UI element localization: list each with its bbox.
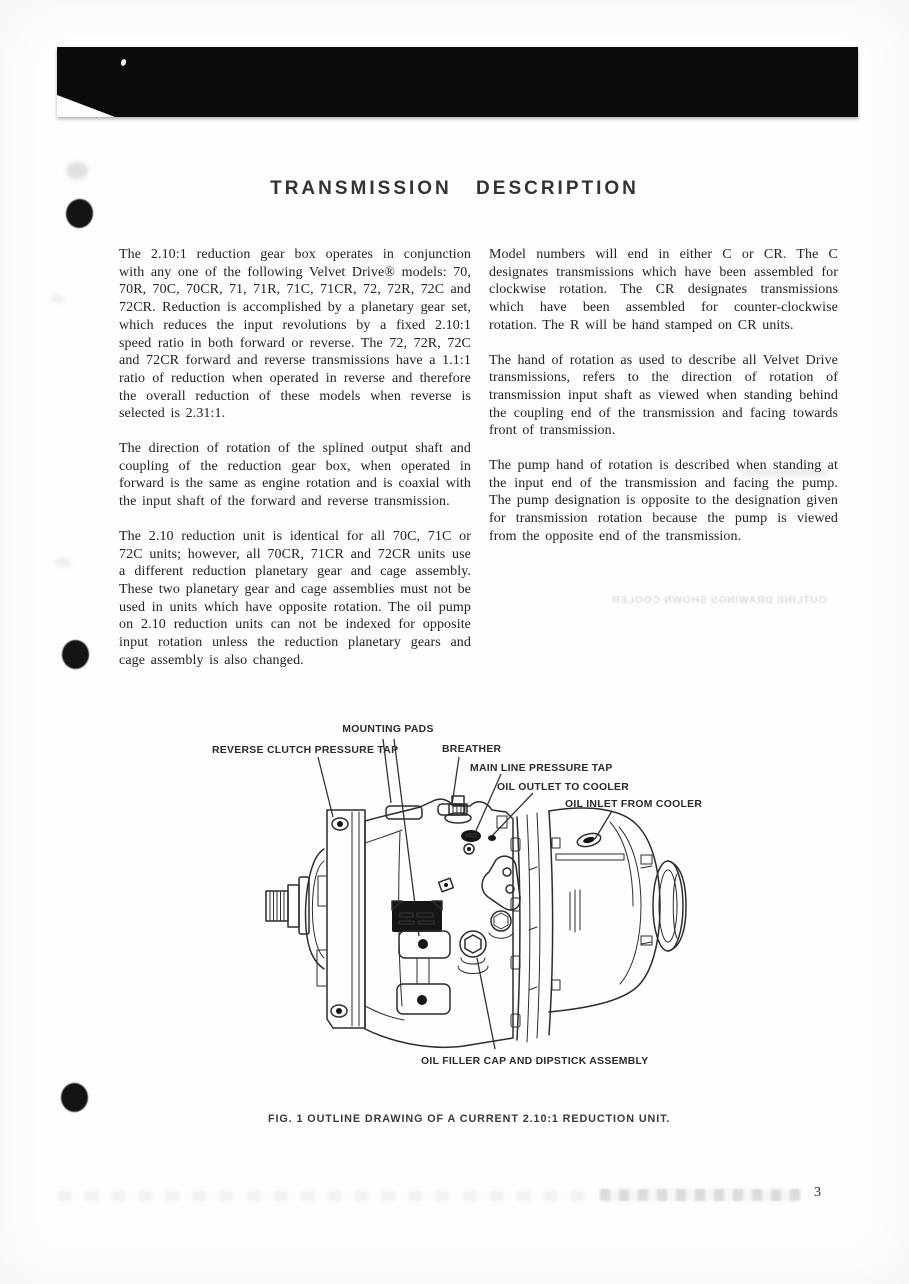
paragraph-reduction-gearbox: The 2.10:1 reduction gear box operates in conjunction with any one of the following Velvet Drive® models: 70, 70R, 70C, 70CR, 71, 71R, 71C, 71CR, 72, 72R, 72C and 72CR. Reduction is accomplished by a planetary gear set, which reduces the input revolutions by a fixed 2.10:1 speed ratio in both forward or reverse. The 72, 72R, 72C and 72CR forward and reverse transmissions have a 1.1:1 ratio of reduction when operated in reverse and therefore the overall reduction of these models when reverse is selected is 2.31:1.	[119, 247, 471, 422]
bleedthrough-text: OUTLINE DRAWINGS SHOWN COOLER	[611, 594, 827, 606]
hole-punch-mark-top	[64, 197, 95, 229]
mounting-pad-upper	[399, 931, 450, 958]
oil-filler-cap	[458, 931, 488, 974]
hole-punch-mark-middle	[62, 640, 89, 669]
scan-smudge	[66, 162, 88, 179]
figure-labels	[212, 724, 702, 1067]
shift-bracket	[439, 856, 520, 938]
page-title: TRANSMISSION DESCRIPTION	[270, 178, 639, 199]
paragraph-hand-of-rotation: The hand of rotation as used to describe all Velvet Drive transmissions, refers to the direction of rotation of transmission input shaft as viewed when standing behind the coupling end of the transmission and facing towards front of transmission.	[489, 352, 838, 439]
scan-header-bar	[57, 47, 858, 117]
main-case-housing	[549, 808, 660, 1012]
scan-bar-wedge	[57, 95, 115, 117]
oil-inlet-port	[576, 831, 602, 849]
output-coupling	[641, 855, 686, 951]
splined-output-shaft	[266, 877, 309, 934]
nameplate	[392, 901, 442, 932]
scan-smudge	[55, 558, 71, 567]
label-oil-filler-cap: OIL FILLER CAP AND DIPSTICK ASSEMBLY	[421, 1056, 649, 1067]
figure-caption: FIG. 1 OUTLINE DRAWING OF A CURRENT 2.10:1 REDUCTION UNIT.	[268, 1113, 671, 1125]
label-oil-inlet-from-cooler: OIL INLET FROM COOLER	[565, 799, 703, 810]
right-column	[489, 246, 838, 563]
label-reverse-clutch-pressure-tap: REVERSE CLUTCH PRESSURE TAP	[212, 745, 399, 756]
footer-smudge-left	[58, 1191, 598, 1201]
paragraph-model-numbers: Model numbers will end in either C or CR. The C designates transmissions which have been assembled for clockwise rotation. The CR designates transmissions which have been assembled for counter-clockwise rotation. The R will be hand stamped on CR units.	[489, 247, 838, 333]
page-number: 3	[814, 1185, 821, 1200]
transmission-drawing	[266, 796, 686, 1047]
paragraph-reduction-unit-identical: The 2.10 reduction unit is identical for all 70C, 71C or 72C units; however, all 70CR, 71CR and 72CR units use a different reduction planetary gear and cage assembly. These two planetary gear and cage assemblies must not be used in units which have opposite rotation. The oil pump on 2.10 reduction units can not be indexed for opposite input rotation unless the reduction planetary gears and cage assembly is also changed.	[119, 528, 471, 668]
paragraph-pump-hand-of-rotation: The pump hand of rotation is described when standing at the input end of the transmission and facing the pump. The pump designation is opposite to the designation given for transmission rotation because the pump is viewed from the opposite end of the transmission.	[489, 458, 838, 544]
label-breather: BREATHER	[442, 744, 502, 755]
mounting-pad-strap	[417, 958, 429, 984]
leader-breather	[452, 757, 459, 805]
figure-1-drawing	[0, 700, 909, 1100]
leader-oil-filler	[477, 958, 495, 1049]
left-column	[119, 246, 471, 686]
output-housing-plate	[317, 810, 365, 1028]
scan-bar-speck	[120, 58, 127, 66]
mounting-pad-lower	[397, 984, 450, 1014]
oil-outlet-port	[488, 835, 496, 841]
label-oil-outlet-to-cooler: OIL OUTLET TO COOLER	[497, 782, 630, 793]
main-line-pressure-tap-port	[461, 830, 481, 854]
leader-reverse-clutch-pressure-tap	[318, 757, 333, 817]
label-main-line-pressure-tap: MAIN LINE PRESSURE TAP	[470, 763, 613, 774]
paragraph-direction-of-rotation: The direction of rotation of the splined output shaft and coupling of the reduction gear box, when operated in forward is the same as engine rotation and is coaxial with the input shaft of the forward and reverse transmission.	[119, 441, 471, 510]
label-mounting-pads: MOUNTING PADS	[342, 724, 434, 735]
footer-smudge-right	[600, 1189, 800, 1201]
scan-smudge	[50, 295, 64, 303]
breather-fitting	[445, 796, 471, 823]
flange-ring	[511, 811, 624, 1042]
